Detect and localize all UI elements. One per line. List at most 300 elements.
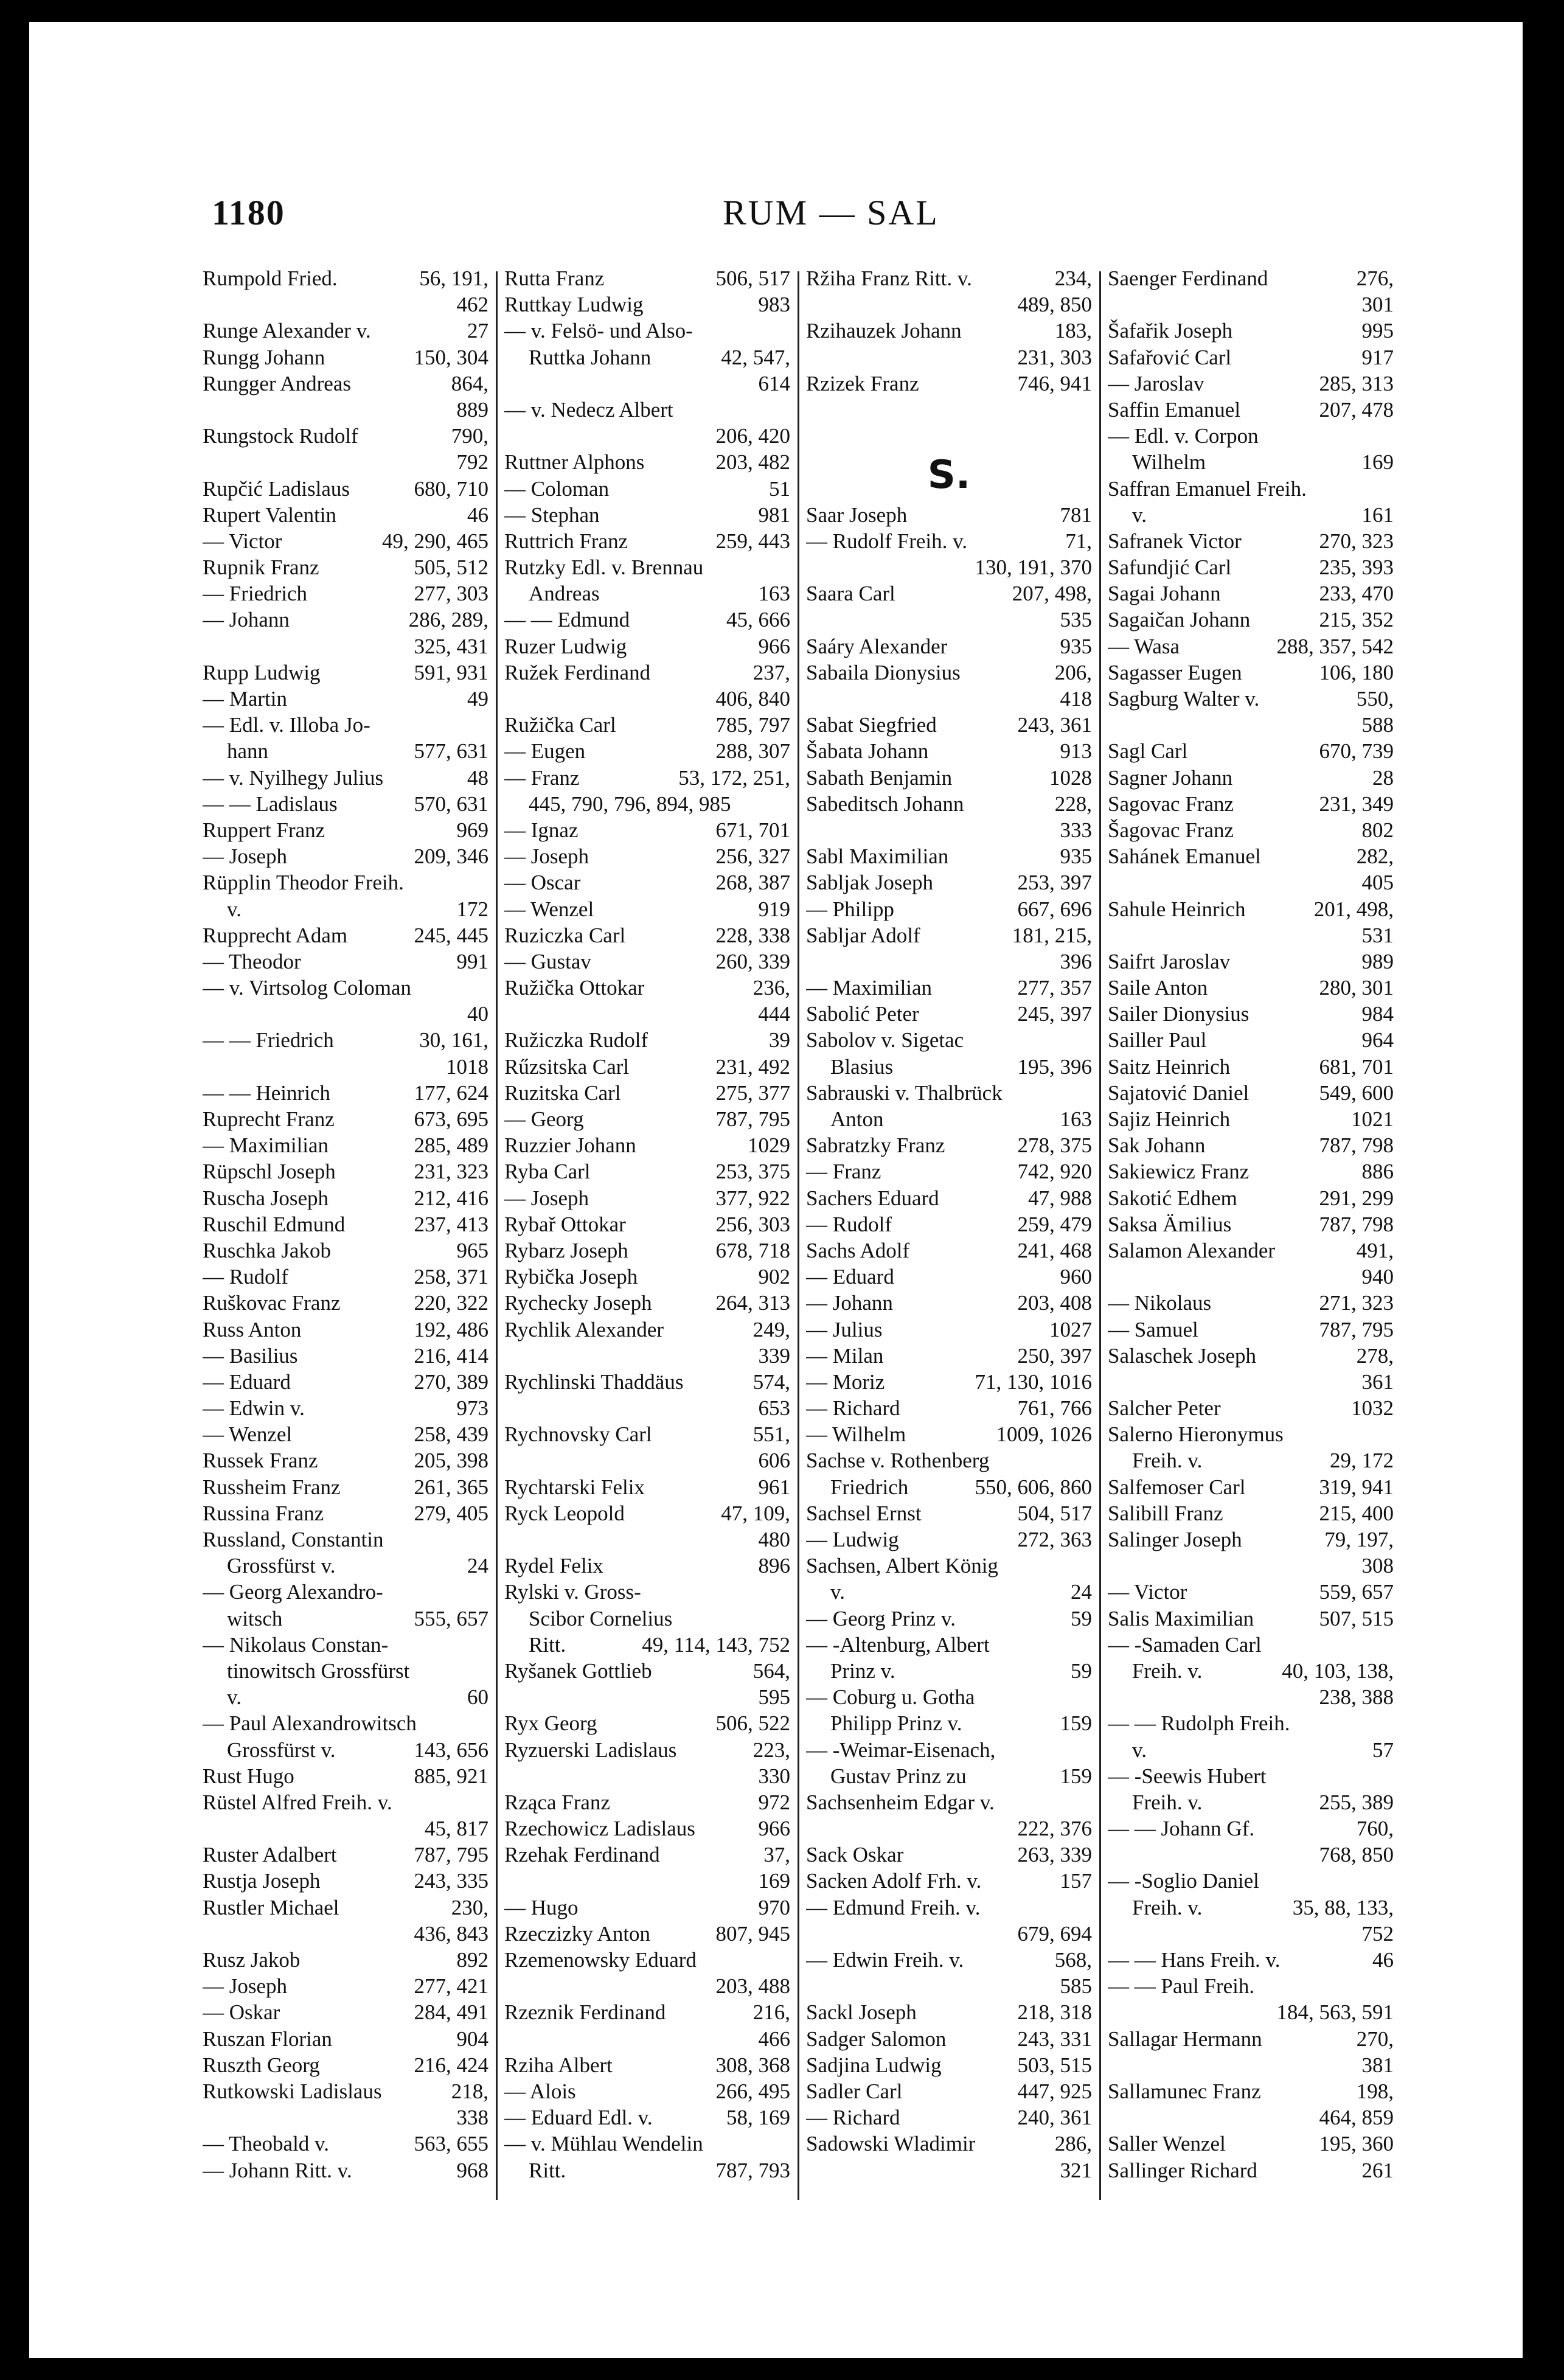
index-entry — [504, 2052, 790, 2078]
index-entry-continuation — [806, 344, 1092, 371]
index-entry-continuation — [806, 554, 1092, 580]
entry-pages: 330 — [758, 1764, 790, 1788]
entry-pages: 58, 169 — [726, 2106, 790, 2130]
entry-pages — [1389, 476, 1394, 502]
entry-pages — [785, 2131, 790, 2157]
entry-name: — — Heinrich — [203, 1080, 330, 1105]
entry-name — [989, 1815, 1013, 1842]
entry-pages: 595 — [758, 1685, 790, 1710]
entry-name: — — Hans Freih. v. — [1108, 1948, 1281, 1972]
index-entry-continuation — [504, 2157, 790, 2183]
entry-pages: 106, 180 — [1319, 660, 1394, 684]
entry-pages: 787, 798 — [1319, 1212, 1394, 1236]
entry-name: Sahule Heinrich — [1108, 897, 1246, 921]
entry-name: — Hugo — [504, 1895, 579, 1919]
index-entry — [203, 1947, 488, 1973]
entry-name: — Eduard — [806, 1265, 894, 1289]
entry-pages: 551, — [752, 1422, 790, 1447]
entry-pages: 935 — [1060, 634, 1092, 658]
index-entry — [806, 2078, 1092, 2104]
entry-pages: 275, 377 — [715, 1080, 790, 1105]
index-entry — [504, 1421, 790, 1447]
entry-name — [395, 1815, 420, 1842]
entry-name: — Nikolaus Constan- — [203, 1632, 389, 1657]
entry-name: Salfemoser Carl — [1108, 1475, 1246, 1499]
entry-pages: 259, 443 — [715, 529, 790, 553]
entry-name: Ruziczka Carl — [504, 923, 626, 947]
entry-pages: 288, 357, 542 — [1276, 634, 1394, 658]
entry-pages: 972 — [758, 1790, 790, 1814]
entry-pages: 130, 191, 370 — [975, 555, 1092, 580]
entry-pages — [1087, 1789, 1092, 1815]
index-entry — [203, 1579, 488, 1605]
index-entry — [203, 2131, 488, 2157]
entry-name: 445, 790, 796, 894, 985 — [529, 792, 731, 816]
index-entry — [1108, 1579, 1394, 1605]
entry-pages: 781 — [1060, 503, 1092, 527]
index-entry — [504, 1369, 790, 1395]
index-entry — [203, 2026, 488, 2052]
entry-name: v. — [1132, 503, 1147, 527]
index-entry — [806, 1317, 1092, 1343]
index-entry — [504, 1658, 790, 1684]
entry-name: Freih. v. — [1132, 1449, 1203, 1473]
entry-name: Ruschka Jakob — [203, 1238, 331, 1262]
entry-name: Rupnik Franz — [203, 555, 319, 580]
entry-name: Rupčić Ladislaus — [203, 476, 350, 501]
entry-name: Philipp Prinz v. — [830, 1711, 962, 1736]
index-entry — [1108, 1526, 1394, 1553]
entry-name — [729, 1001, 754, 1027]
index-entry — [1108, 896, 1394, 922]
entry-name: — Edmund Freih. v. — [806, 1895, 981, 1919]
index-entry — [203, 659, 488, 686]
entry-pages: 361 — [1361, 1369, 1394, 1394]
index-entry — [203, 1106, 488, 1132]
entry-name: — Victor — [1108, 1580, 1187, 1604]
entry-name: — Oskar — [203, 2000, 280, 2025]
entry-pages: 680, 710 — [414, 476, 488, 501]
entry-pages: 201, 498, — [1313, 897, 1394, 921]
entry-pages: 264, 313 — [715, 1291, 790, 1315]
index-entry — [504, 1106, 790, 1132]
entry-name: — Rudolf Freih. v. — [806, 529, 968, 553]
entry-name: Sagovac Franz — [1108, 792, 1234, 816]
entry-pages: 466 — [758, 2027, 790, 2051]
entry-name: Ruzer Ludwig — [504, 634, 627, 658]
index-entry — [504, 738, 790, 764]
entry-name: Runge Alexander v. — [203, 319, 371, 343]
index-entry — [504, 843, 790, 869]
entry-name: Sailer Dionysius — [1108, 1002, 1249, 1026]
entry-name: Rząca Franz — [504, 1790, 610, 1814]
index-entry — [203, 1185, 488, 1211]
entry-name: Sabratzky Franz — [806, 1133, 945, 1158]
entry-pages: 790, — [451, 424, 488, 448]
entry-pages: 787, 795 — [715, 1107, 790, 1131]
entry-pages: 286, 289, — [408, 608, 488, 632]
entry-pages: 447, 925 — [1017, 2079, 1092, 2103]
entry-pages: 792 — [456, 450, 488, 475]
entry-pages: 507, 515 — [1319, 1606, 1394, 1630]
entry-pages: 991 — [456, 949, 488, 973]
index-entry — [203, 1264, 488, 1290]
index-entry — [1108, 843, 1394, 869]
index-entry-continuation — [1108, 291, 1394, 318]
index-entry — [806, 1842, 1092, 1868]
entry-pages: 45, 817 — [425, 1817, 488, 1841]
index-entry-continuation — [504, 1684, 790, 1710]
entry-pages — [1389, 1421, 1394, 1447]
entry-pages: 279, 405 — [414, 1501, 488, 1525]
index-entry — [203, 712, 488, 738]
index-entry — [1108, 791, 1394, 817]
index-entry-continuation — [504, 686, 790, 712]
index-entry — [1108, 265, 1394, 291]
entry-pages: 308, 368 — [715, 2053, 790, 2077]
entry-pages: 270, — [1356, 2027, 1394, 2051]
entry-name: — Georg — [504, 1107, 584, 1131]
index-entry — [504, 1737, 790, 1763]
entry-name — [1031, 948, 1055, 975]
entry-name: — Samuel — [1108, 1317, 1198, 1341]
column-divider — [496, 271, 498, 2200]
entry-pages: 243, 361 — [1017, 713, 1092, 737]
index-entry-continuation — [203, 449, 488, 475]
entry-name: — Theodor — [203, 949, 301, 973]
entry-name: Salcher Peter — [1108, 1396, 1221, 1421]
entry-name: — Coburg u. Gotha — [806, 1685, 975, 1710]
entry-pages: 1009, 1026 — [996, 1422, 1092, 1447]
entry-pages: 236, — [752, 976, 790, 1000]
entry-name: Rychtarski Felix — [504, 1475, 645, 1499]
index-entry-continuation — [1108, 1553, 1394, 1579]
entry-name: Rylski v. Gross- — [504, 1580, 641, 1604]
index-entry — [806, 1895, 1092, 1921]
entry-pages: 568, — [1054, 1948, 1092, 1972]
index-entry — [806, 1684, 1092, 1710]
entry-name: Ruttner Alphons — [504, 450, 645, 475]
index-entry — [203, 580, 488, 607]
entry-pages — [484, 1789, 488, 1815]
index-entry — [1108, 1710, 1394, 1736]
index-entry — [1108, 1421, 1394, 1447]
entry-name — [428, 291, 452, 318]
page-header — [212, 192, 1374, 247]
index-entry — [806, 1211, 1092, 1237]
index-entry-continuation — [203, 1921, 488, 1947]
index-entry — [1108, 2157, 1394, 2183]
index-entry — [203, 423, 488, 449]
entry-name: Sachsenheim Edgar v. — [806, 1790, 995, 1814]
index-entry-continuation — [1108, 1999, 1394, 2025]
index-entry — [806, 1553, 1092, 1579]
entry-name: — Nikolaus — [1108, 1291, 1212, 1315]
entry-pages: 961 — [758, 1475, 790, 1499]
index-entry — [203, 922, 488, 948]
entry-pages: 218, — [451, 2079, 488, 2103]
entry-name: Rzihauzek Johann — [806, 319, 962, 343]
entry-pages: 231, 349 — [1319, 792, 1394, 816]
entry-pages: 973 — [456, 1396, 488, 1421]
entry-name: Rustja Joseph — [203, 1869, 321, 1893]
entry-pages: 288, 307 — [715, 739, 790, 764]
entry-pages — [484, 712, 488, 738]
entry-pages: 308 — [1361, 1554, 1394, 1578]
index-entry-continuation — [806, 1815, 1092, 1842]
entry-name: Sagner Johann — [1108, 765, 1233, 790]
index-entry — [806, 869, 1092, 896]
index-entry — [806, 1132, 1092, 1158]
index-entry — [504, 291, 790, 318]
index-entry — [504, 659, 790, 686]
index-entry — [1108, 948, 1394, 975]
blank-line — [806, 423, 1092, 449]
entry-name: — Stephan — [504, 503, 600, 527]
entry-pages: 243, 331 — [1017, 2027, 1092, 2051]
entry-name: Wilhelm — [1132, 450, 1206, 475]
entry-name: Rűzsitska Carl — [504, 1054, 630, 1079]
entry-pages: 913 — [1060, 739, 1092, 764]
index-entry-continuation — [1108, 1895, 1394, 1921]
entry-name: — Franz — [806, 1160, 881, 1184]
entry-name: Ržiha Franz Ritt. v. — [806, 266, 972, 290]
entry-name — [428, 397, 452, 423]
entry-pages: 807, 945 — [715, 1921, 790, 1946]
entry-name: Ruscha Joseph — [203, 1186, 329, 1210]
index-entry — [203, 1973, 488, 1999]
entry-pages — [785, 1947, 790, 1973]
entry-pages: 261 — [1361, 2158, 1394, 2182]
index-entry — [504, 817, 790, 843]
entry-pages — [484, 1710, 488, 1736]
entry-name: Rustler Michael — [203, 1895, 339, 1919]
entry-pages — [1389, 1632, 1394, 1658]
entry-name: — — Johann Gf. — [1108, 1817, 1255, 1841]
entry-pages: 216, 424 — [414, 2053, 488, 2077]
entry-pages: 258, 371 — [414, 1265, 488, 1289]
index-entry — [203, 1789, 488, 1815]
entry-name: Saffin Emanuel — [1108, 397, 1241, 422]
entry-pages — [484, 975, 488, 1001]
index-entry — [1108, 1106, 1394, 1132]
index-entry — [1108, 1185, 1394, 1211]
entry-name: hann — [227, 739, 269, 764]
entry-name: — -Soglio Daniel — [1108, 1869, 1259, 1893]
index-entry — [806, 1526, 1092, 1553]
entry-pages: 161 — [1361, 503, 1394, 527]
index-entry — [1108, 476, 1394, 502]
index-entry — [203, 869, 488, 896]
entry-name: — Theobald v. — [203, 2132, 330, 2156]
entry-pages: 263, 339 — [1017, 1843, 1092, 1867]
entry-pages: 678, 718 — [715, 1238, 790, 1262]
entry-pages: 71, — [1065, 529, 1092, 553]
index-entry-continuation — [504, 2026, 790, 2052]
entry-pages: 243, 335 — [414, 1869, 488, 1893]
entry-name: Rybarz Joseph — [504, 1238, 628, 1262]
entry-name — [1333, 922, 1357, 948]
entry-pages — [1087, 423, 1092, 449]
entry-pages: 653 — [758, 1396, 790, 1421]
entry-pages: 405 — [1361, 871, 1394, 895]
entry-name — [1031, 686, 1055, 712]
entry-pages — [1087, 1447, 1092, 1474]
entry-name: Russina Franz — [203, 1501, 324, 1525]
index-entry — [1108, 659, 1394, 686]
index-entry — [504, 397, 790, 423]
entry-pages: 234, — [1054, 266, 1092, 290]
entry-pages: 271, 323 — [1319, 1291, 1394, 1315]
index-entry-continuation — [806, 607, 1092, 633]
entry-pages: 47, 109, — [721, 1501, 790, 1525]
entry-pages: 159 — [1060, 1764, 1092, 1788]
index-entry-continuation — [1108, 1737, 1394, 1763]
entry-name: Grossfürst v. — [227, 1554, 336, 1578]
entry-name: — Maximilian — [806, 976, 933, 1000]
index-entry — [806, 1947, 1092, 1973]
index-entry — [203, 1474, 488, 1500]
entry-name: Gustav Prinz zu — [830, 1764, 967, 1788]
index-entry — [504, 1500, 790, 1526]
index-entry — [203, 686, 488, 712]
entry-name: Rziha Albert — [504, 2053, 613, 2077]
entry-pages: 215, 352 — [1319, 608, 1394, 632]
index-entry-continuation — [504, 1606, 790, 1632]
index-entry — [806, 371, 1092, 397]
entry-name: Ruzzier Johann — [504, 1133, 636, 1158]
index-entry — [203, 1080, 488, 1106]
entry-pages: 681, 701 — [1319, 1054, 1394, 1079]
index-entry-continuation — [504, 1343, 790, 1369]
entry-name: Ruppert Franz — [203, 818, 325, 842]
entry-name: — -Seewis Hubert — [1108, 1764, 1267, 1788]
index-entry — [806, 1369, 1092, 1395]
index-entry-continuation — [1108, 1447, 1394, 1474]
entry-name: Sallinger Richard — [1108, 2158, 1257, 2182]
entry-pages: 39 — [769, 1028, 790, 1053]
index-entry — [1108, 686, 1394, 712]
entry-pages: 896 — [758, 1554, 790, 1578]
index-entry — [1108, 1632, 1394, 1658]
entry-pages: 24 — [467, 1554, 488, 1578]
index-entry — [1108, 738, 1394, 764]
index-entry — [504, 1185, 790, 1211]
entry-name: Blasius — [830, 1054, 894, 1079]
entry-name: Salis Maximilian — [1108, 1606, 1254, 1630]
index-entry — [504, 712, 790, 738]
entry-pages: 995 — [1361, 319, 1394, 343]
index-entry — [203, 1158, 488, 1185]
entry-name: Rutkowski Ladislaus — [203, 2079, 382, 2103]
entry-pages: 28 — [1372, 765, 1394, 790]
entry-name: Sabeditsch Johann — [806, 792, 964, 816]
entry-pages: 480 — [758, 1528, 790, 1551]
entry-name: — Joseph — [203, 1974, 288, 1999]
index-entry — [806, 2131, 1092, 2157]
entry-pages: 206, — [1054, 660, 1092, 684]
entry-name — [989, 344, 1013, 371]
entry-name: Šabata Johann — [806, 739, 929, 764]
index-entry — [504, 1211, 790, 1237]
entry-name — [1031, 1973, 1055, 1999]
index-entry-continuation — [203, 2104, 488, 2131]
entry-name: — Franz — [504, 765, 580, 790]
entry-pages: 667, 696 — [1017, 897, 1092, 921]
entry-pages: 670, 739 — [1319, 739, 1394, 764]
index-entry-continuation — [806, 1474, 1092, 1500]
index-entry-continuation — [1108, 2104, 1394, 2131]
entry-name: — Wenzel — [203, 1422, 293, 1447]
index-entry — [806, 1868, 1092, 1894]
entry-name: Rybař Ottokar — [504, 1212, 626, 1236]
entry-pages — [1087, 1632, 1092, 1658]
entry-pages: 673, 695 — [414, 1107, 488, 1131]
index-entry — [504, 1815, 790, 1842]
entry-name: Rungger Andreas — [203, 371, 351, 395]
entry-pages: 333 — [1060, 818, 1092, 842]
index-entry — [504, 554, 790, 580]
index-entry-continuation — [203, 633, 488, 659]
entry-name: — Victor — [203, 529, 282, 553]
section-letter-heading: S. — [927, 453, 971, 498]
index-entry — [1108, 528, 1394, 554]
index-entry-continuation — [203, 1658, 488, 1684]
entry-pages: 143, 656 — [414, 1738, 488, 1762]
entry-pages: 277, 421 — [414, 1974, 488, 1999]
index-entry — [806, 1447, 1092, 1474]
index-entry — [1108, 1973, 1394, 1999]
entry-name: — Edl. v. Illoba Jo- — [203, 713, 370, 737]
entry-pages: 338 — [456, 2106, 488, 2130]
entry-name: Ryck Leopold — [504, 1501, 625, 1525]
index-entry — [1108, 765, 1394, 791]
entry-name — [1333, 291, 1357, 318]
entry-pages: 506, 517 — [715, 266, 790, 290]
entry-pages: 606 — [758, 1449, 790, 1473]
entry-pages: 396 — [1060, 949, 1092, 973]
entry-pages: 319, 941 — [1319, 1475, 1394, 1499]
entry-name: — — Friedrich — [203, 1028, 334, 1053]
entry-name: — Oscar — [504, 871, 581, 895]
entry-pages: 30, 161, — [419, 1028, 488, 1053]
entry-name: — -Weimar-Eisenach, — [806, 1738, 996, 1762]
entry-name: Rüstel Alfred Freih. v. — [203, 1790, 392, 1814]
entry-pages: 45, 666 — [726, 608, 790, 632]
entry-name: — Gustav — [504, 949, 591, 973]
entry-name: Saile Anton — [1108, 976, 1208, 1000]
entry-pages: 418 — [1060, 687, 1092, 711]
index-entry-continuation — [504, 1447, 790, 1474]
entry-pages — [1087, 1684, 1092, 1710]
entry-name: Freih. v. — [1132, 1658, 1203, 1683]
index-entry — [1108, 1237, 1394, 1264]
index-entry — [504, 896, 790, 922]
entry-name — [729, 1395, 754, 1421]
index-entry-continuation — [504, 1632, 790, 1658]
entry-pages: 577, 631 — [414, 739, 488, 764]
entry-name — [729, 1343, 754, 1369]
entry-name: — Eduard Edl. v. — [504, 2106, 653, 2130]
entry-name: Saara Carl — [806, 582, 895, 606]
entry-pages: 966 — [758, 1817, 790, 1841]
index-entry — [1108, 633, 1394, 659]
entry-pages: 255, 389 — [1319, 1790, 1394, 1814]
entry-name: Ryšanek Gottlieb — [504, 1658, 652, 1683]
entry-name: — Johann — [806, 1291, 893, 1315]
index-entry — [203, 554, 488, 580]
index-entry — [203, 1369, 488, 1395]
